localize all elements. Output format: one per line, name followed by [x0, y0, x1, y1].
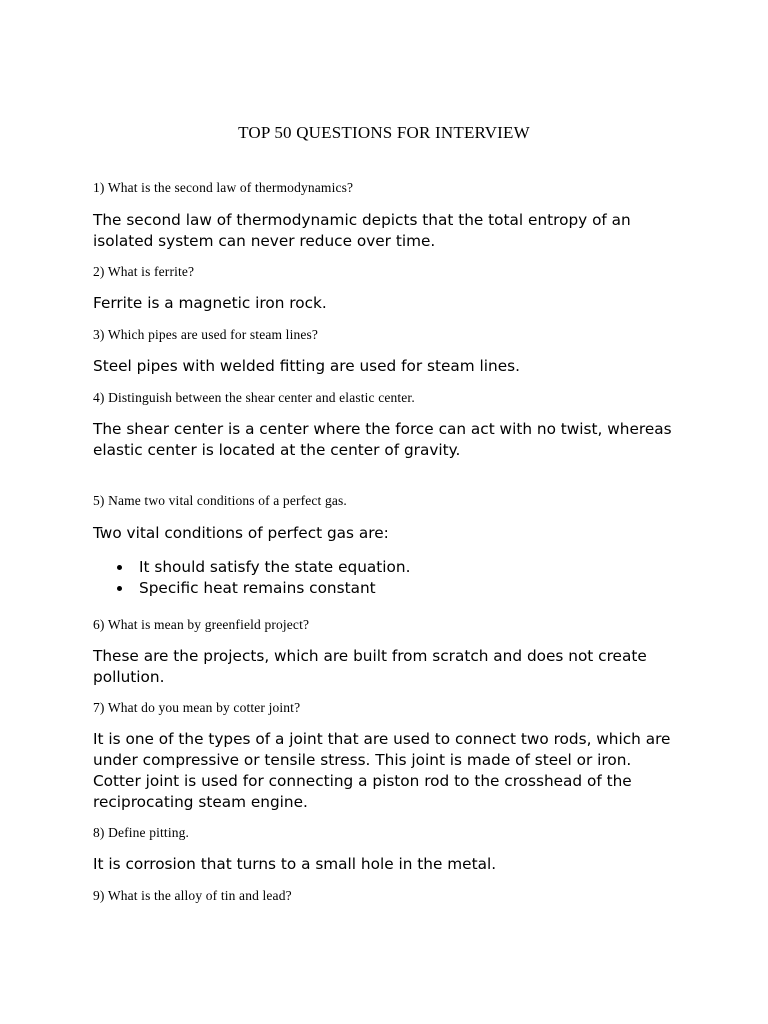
- answer-6: These are the projects, which are built from scratch and does not create pollution.: [93, 647, 647, 686]
- question-2: 2) What is ferrite?: [93, 264, 195, 279]
- answer-2: Ferrite is a magnetic iron rock.: [93, 294, 327, 312]
- question-6: 6) What is mean by greenfield project?: [93, 617, 310, 632]
- answer-5: Two vital conditions of perfect gas are:: [93, 524, 389, 542]
- list-item: [93, 557, 410, 578]
- bullet-list: [93, 557, 410, 599]
- answer-8: It is corrosion that turns to a small hole in the metal.: [93, 855, 497, 873]
- question-5: 5) Name two vital conditions of a perfect gas.: [93, 493, 347, 508]
- bullet-icon: [117, 565, 122, 570]
- answer-4: The shear center is a center where the force can act with no twist, whereas elastic center is located at the center of gravity.: [93, 420, 672, 459]
- page-title: TOP 50 QUESTIONS FOR INTERVIEW: [238, 123, 530, 142]
- question-1: 1) What is the second law of thermodynamics?: [93, 180, 354, 195]
- list-item-text: It should satisfy the state equation.: [139, 558, 411, 576]
- answer-1: The second law of thermodynamic depicts that the total entropy of an isolated system can never reduce over time.: [93, 211, 631, 250]
- list-item-text: Specific heat remains constant: [139, 579, 376, 597]
- question-9: 9) What is the alloy of tin and lead?: [93, 888, 292, 903]
- answer-7: It is one of the types of a joint that are used to connect two rods, which are under compressive or tensile stress. This joint is made of steel or iron. Cotter joint is used for connecting a piston rod to the crosshead of the reciprocating steam engine.: [93, 730, 671, 811]
- question-3: 3) Which pipes are used for steam lines?: [93, 327, 319, 342]
- answer-3: Steel pipes with welded fitting are used for steam lines.: [93, 357, 520, 375]
- question-8: 8) Define pitting.: [93, 825, 190, 840]
- question-7: 7) What do you mean by cotter joint?: [93, 700, 301, 715]
- list-item: [93, 578, 410, 599]
- question-4: 4) Distinguish between the shear center and elastic center.: [93, 390, 415, 405]
- bullet-icon: [117, 586, 122, 591]
